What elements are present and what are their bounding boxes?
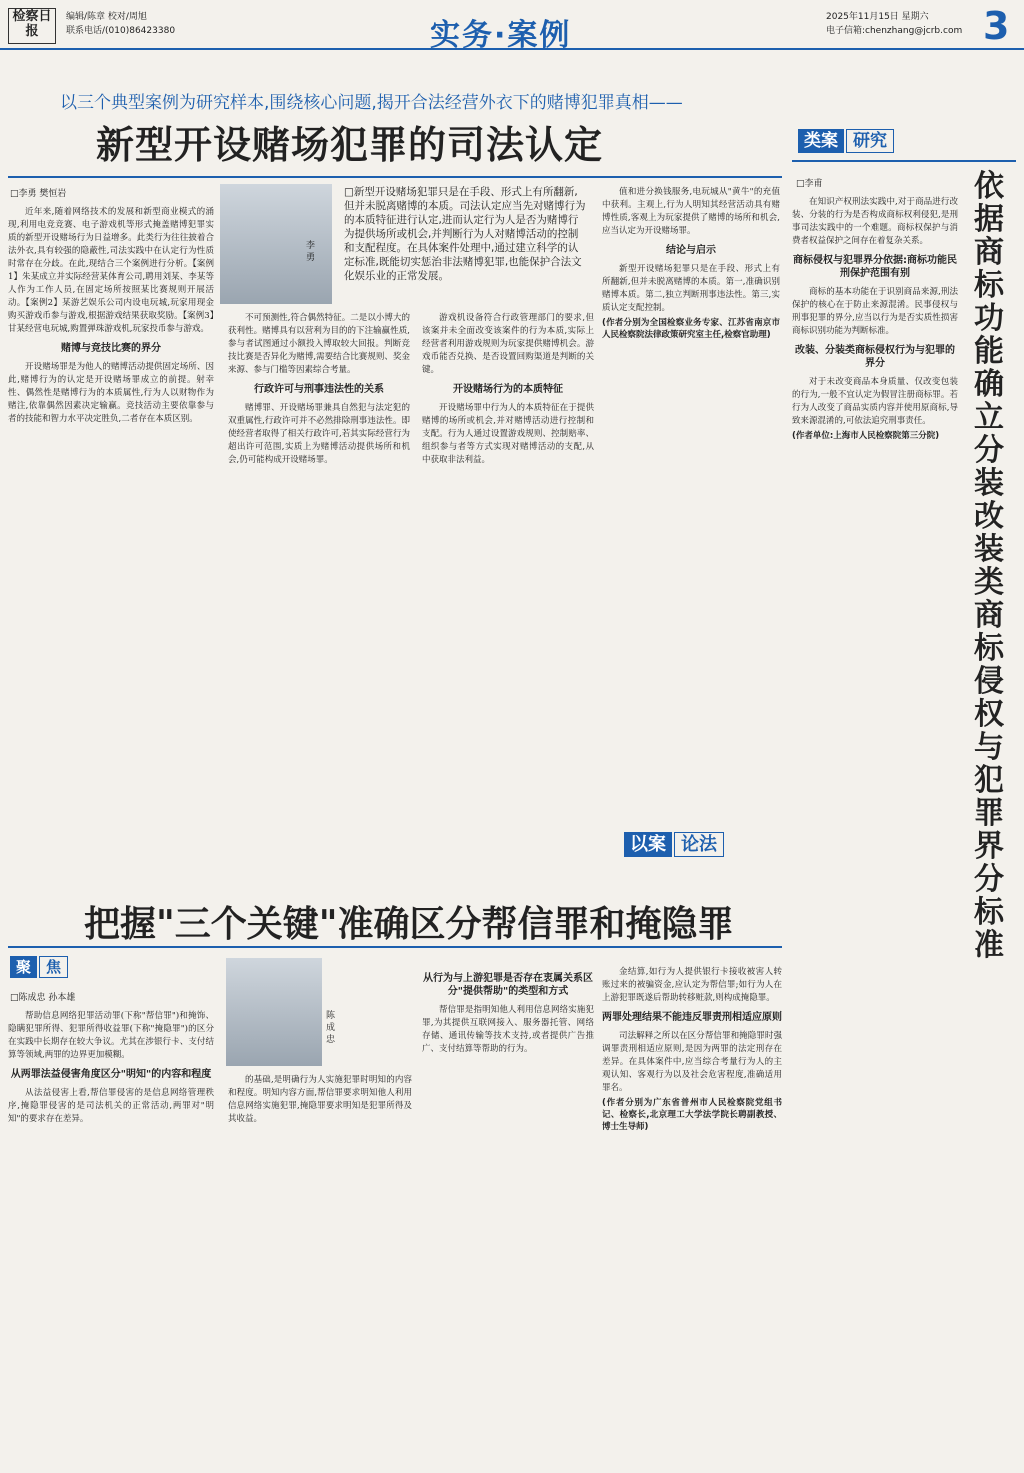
tag-sub: 焦 [39, 956, 68, 978]
author-note: (作者单位:上海市人民检察院第三分院) [792, 431, 940, 441]
paragraph: 对于未改变商品本身质量、仅改变包装的行为,一般不宜认定为假冒注册商标罪。若行为人改变了商品实质内容并使用原商标,导致来源混淆的,可依法追究刑事责任。 [792, 377, 958, 426]
photo-caption: 李勇 [306, 241, 316, 263]
contact-email: 电子信箱:chenzhang@jcrb.com [826, 26, 963, 36]
masthead [0, 0, 1024, 53]
paragraph: 在知识产权刑法实践中,对于商品进行改装、分装的行为是否构成商标权利侵犯,是刑事司法实践中的一个难题。商标权保护与消费者权益保护之间存在着复杂关系。 [792, 197, 958, 246]
date-info [826, 10, 962, 38]
subhead: 从行为与上游犯罪是否存在衷属关系区分"提供帮助"的类型和方式 [423, 973, 593, 997]
paragraph: 游戏机设备符合行政管理部门的要求,但该案并未全面改变该案件的行为本质,实际上经营者利用游戏规则为玩家提供赌博机会。游戏币能否兑换、是否设置回购渠道是判断的关键。 [422, 313, 594, 375]
article3-authors: □陈成忠 孙本雄 [10, 993, 76, 1003]
paragraph: 司法解释之所以在区分帮信罪和掩隐罪时强调罪责刑相适应原则,是因为两罪的法定刑存在差异。在具体案件中,应当综合考量行为人的主观认知、客观行为以及社会危害程度,准确适用罪名。 [602, 1031, 782, 1093]
paragraph: 金结算,如行为人提供银行卡接收被害人转账过来的被骗资金,应认定为帮信罪;如行为人在上游犯罪既遂后帮助转移赃款,则构成掩隐罪。 [602, 967, 782, 1003]
paragraph: 开设赌场罪中行为人的本质特征在于提供赌博的场所或机会,并对赌博活动进行控制和支配。行为人通过设置游戏规则、控制赔率、组织参与者等方式实现对赌博活动的支配,从中获取非法利益。 [422, 403, 594, 465]
article3-authors-text: 陈成忠 孙本雄 [18, 993, 76, 1003]
article2-author: □李甫 [796, 179, 823, 189]
subhead: 从两罪法益侵害角度区分"明知"的内容和程度 [10, 1069, 212, 1080]
article2-author-text: 李甫 [804, 179, 823, 189]
article2-column [792, 196, 958, 1456]
article2-vertical-title: 依据商标功能确立分装改装类商标侵权与犯罪界分标准 [974, 169, 1004, 963]
author-photo [226, 958, 322, 1066]
paragraph: 从法益侵害上看,帮信罪侵害的是信息网络管理秩序,掩隐罪侵害的是司法机关的正常活动,两罪对"明知"的要求存在差异。 [8, 1088, 214, 1124]
newspaper-logo: 检察日报 [8, 8, 56, 44]
article3-column3 [422, 966, 594, 1462]
paragraph: 帮信罪是指明知他人利用信息网络实施犯罪,为其提供互联网接入、服务器托管、网络存储、通讯传输等技术支持,或者提供广告推广、支付结算等帮助的行为。 [422, 1005, 594, 1054]
article3-tag [624, 830, 724, 856]
article3-column1 [8, 1010, 214, 1462]
paragraph: 赌博罪、开设赌场罪兼具自然犯与法定犯的双重属性,行政许可并不必然排除刑事违法性。即使经营者取得了相关行政许可,若其实际经营行为超出许可范围,实质上为赌博活动提供场所和机会,仍可能构成开设赌场罪。 [228, 403, 410, 465]
subhead: 开设赌场行为的本质特征 [453, 384, 563, 395]
divider [792, 160, 1016, 162]
article1-column3 [422, 312, 594, 886]
editor-info [66, 10, 175, 38]
subhead: 赌博与竞技比赛的界分 [61, 343, 161, 354]
tag-main: 类案 [798, 129, 844, 153]
subhead: 两罪处理结果不能违反罪责刑相适应原则 [602, 1012, 782, 1023]
article1-quote: □新型开设赌场犯罪只是在手段、形式上有所翻新,但并未脱离赌博的本质。司法认定应当先对赌博行为的本质特征进行认定,进而认定行为人是否为赌博行为提供场所或机会,并判断行为人对赌博活动的控制和支配程度。在具体案件处理中,通过建立科学的认定标准,既能切实惩治非法赌博犯罪,也能保护合法文化娱乐业的正常发展。 [344, 186, 586, 282]
editor-line: 编辑/陈章 校对/周旭 [66, 12, 147, 22]
subhead: 行政许可与刑事违法性的关系 [254, 384, 384, 395]
photo-caption: 陈成忠 [326, 1011, 336, 1045]
article3-column2 [228, 1074, 412, 1462]
author-note: (作者分别为全国检察业务专家、江苏省南京市人民检察院法律政策研究室主任,检察官助理) [602, 318, 780, 340]
subhead: 商标侵权与犯罪界分依据:商标功能民刑保护范围有别 [793, 255, 957, 279]
article1-authors: □李勇 樊恒岩 [10, 189, 67, 199]
article3-column4 [602, 966, 782, 1462]
tag-main: 聚 [10, 956, 37, 978]
phone-line: 联系电话/(010)86423380 [66, 26, 176, 36]
author-note: (作者分别为广东省普州市人民检察院党组书记、检察长,北京理工大学法学院长聘副教授、博士生导师) [602, 1098, 782, 1132]
paragraph: 近年来,随着网络技术的发展和新型商业模式的涌现,利用电竞竞赛、电子游戏机等形式掩盖赌博犯罪实质的新型开设赌场行为日益增多。此类行为往往披着合法外衣,具有较强的隐蔽性,司法实践中在认定行为性质时常存在分歧。在此,现结合三个案例进行分析。【案例1】朱某成立并实际经营某体育公司,聘用刘某、李某等人作为工作人员,在固定场所按照某比赛规则开展活动。【案例2】某游艺娱乐公司内设电玩城,玩家用现金购买游戏币参与游戏,根据游戏结果获取奖励。【案例3】甘某经营电玩城,购置弹珠游戏机,玩家投币参与游戏。 [8, 207, 214, 334]
article1-intro: 以三个典型案例为研究样本,围绕核心问题,揭开合法经营外衣下的赌博犯罪真相—— [60, 93, 683, 113]
article1-column1 [8, 206, 214, 886]
article1-column4 [602, 186, 780, 806]
focus-tag [10, 956, 68, 977]
divider [8, 946, 782, 948]
paragraph: 开设赌场罪是为他人的赌博活动提供固定场所、因此,赌博行为的认定是开设赌场罪成立的前提。射幸性、偶然性是赌博行为的本质属性,行为人以财物作为赌注,依靠偶然因素决定输赢。竞技活动主要依靠参与者的技能和智力水平决定胜负,二者存在本质区别。 [8, 362, 214, 424]
issue-date: 2025年11月15日 星期六 [826, 12, 929, 22]
article3-headline: 把握"三个关键"准确区分帮信罪和掩隐罪 [84, 903, 734, 945]
paragraph: 的基础,是明确行为人实施犯罪时明知的内容和程度。明知内容方面,帮信罪要求明知他人利用信息网络实施犯罪,掩隐罪要求明知是犯罪所得及其收益。 [228, 1075, 412, 1124]
divider [8, 176, 782, 178]
article1-authors-text: 李勇 樊恒岩 [18, 189, 67, 199]
paragraph: 新型开设赌场犯罪只是在手段、形式上有所翻新,但并未脱离赌博的本质。第一,准确识别赌博本质。第二,独立判断刑事违法性。第三,实质认定支配控制。 [602, 264, 780, 313]
article1-headline: 新型开设赌场犯罪的司法认定 [96, 122, 604, 167]
subhead: 改装、分装类商标侵权行为与犯罪的界分 [795, 345, 955, 369]
paragraph: 值和进分换钱服务,电玩城从"黄牛"的充值中获利。主观上,行为人明知其经营活动具有赌博性质,客观上为玩家提供了赌博的场所和机会,应当认定为开设赌场罪。 [602, 187, 780, 236]
tag-sub: 论法 [674, 832, 724, 857]
page-number: 3 [983, 4, 1010, 48]
paragraph: 不可预测性,符合偶然特征。二是以小博大的获利性。赌博具有以营利为目的的下注输赢性质,参与者试图通过小额投入博取较大回报。判断竞技比赛是否异化为赌博,需要结合比赛规则、奖金来源、参与门槛等因素综合考量。 [228, 313, 410, 375]
subhead: 结论与启示 [666, 245, 716, 256]
tag-sub: 研究 [846, 129, 894, 153]
article2-tag [798, 126, 894, 151]
section-title: 实务·案例 [430, 18, 572, 53]
paragraph: 帮助信息网络犯罪活动罪(下称"帮信罪")和掩饰、隐瞒犯罪所得、犯罪所得收益罪(下称"掩隐罪")的区分在实践中长期存在较大争议。尤其在涉银行卡、支付结算等领域,两罪的边界更加模糊。 [8, 1011, 214, 1060]
article1-column2 [228, 312, 410, 886]
paragraph: 商标的基本功能在于识别商品来源,刑法保护的核心在于防止来源混淆。民事侵权与刑事犯罪的界分,应当以行为是否实质性损害商标识别功能为判断标准。 [792, 287, 958, 336]
tag-main: 以案 [624, 832, 672, 857]
